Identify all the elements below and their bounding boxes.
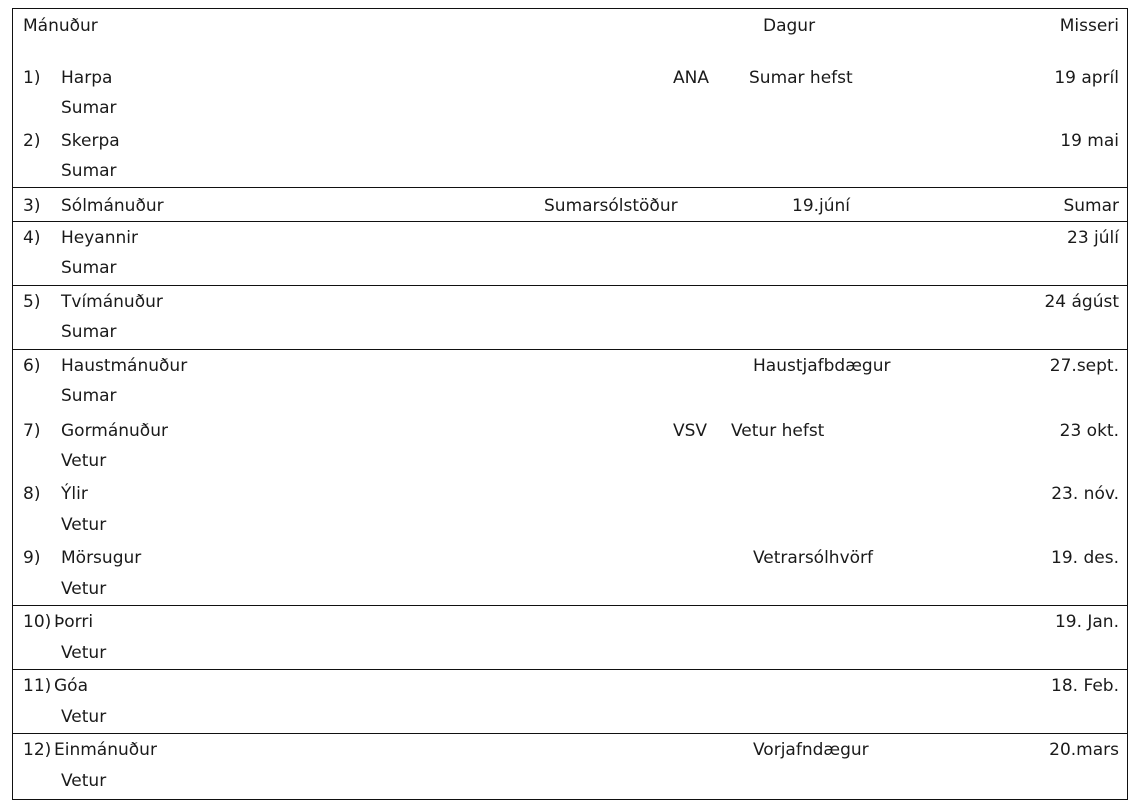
month-name: Sólmánuður — [61, 196, 164, 216]
month-name: Harpa — [61, 68, 113, 88]
start-date: 24 ágúst — [1044, 292, 1119, 312]
month-name: Tvímánuður — [61, 292, 163, 312]
month-season: Vetur — [61, 579, 107, 599]
row-number: 7) — [23, 421, 41, 441]
month-name: Ýlir — [61, 484, 88, 504]
month-season: Sumar — [61, 322, 117, 342]
start-date: 20.mars — [1049, 740, 1119, 760]
start-date: 18. Feb. — [1051, 676, 1119, 696]
start-date: 27.sept. — [1049, 356, 1119, 376]
direction: ANA — [673, 68, 709, 88]
start-date: 23 okt. — [1059, 421, 1119, 441]
row-divider — [13, 285, 1127, 286]
start-date: 23 júlí — [1067, 228, 1119, 248]
direction: VSV — [672, 421, 707, 441]
row-number: 5) — [23, 292, 41, 312]
row-number: 9) — [23, 548, 41, 568]
month-name: Góa — [54, 676, 88, 696]
month-name: Þorri — [54, 612, 94, 632]
event: Vetrarsólhvörf — [753, 548, 874, 568]
row-number: 12) — [23, 740, 52, 760]
month-season: Vetur — [61, 771, 107, 791]
event-date: 19.júní — [792, 196, 851, 216]
event: Sumar hefst — [749, 68, 853, 88]
row-divider — [13, 669, 1127, 670]
event: Haustjafbdægur — [753, 356, 891, 376]
month-season: Vetur — [61, 707, 107, 727]
start-date: 19. des. — [1051, 548, 1119, 568]
month-name: Einmánuður — [54, 740, 157, 760]
month-season: Sumar — [61, 161, 117, 181]
season-label: Sumar — [1063, 196, 1119, 216]
row-number: 1) — [23, 68, 41, 88]
month-name: Skerpa — [61, 131, 120, 151]
row-number: 6) — [23, 356, 41, 376]
month-name: Heyannir — [61, 228, 138, 248]
event: Vetur hefst — [731, 421, 825, 441]
row-number: 8) — [23, 484, 41, 504]
month-season: Vetur — [61, 451, 107, 471]
month-name: Haustmánuður — [61, 356, 188, 376]
row-divider — [13, 605, 1127, 606]
row-number: 3) — [23, 196, 41, 216]
row-number: 10) — [23, 612, 52, 632]
month-name: Mörsugur — [61, 548, 142, 568]
header-day: Dagur — [763, 16, 816, 36]
row-divider — [13, 733, 1127, 734]
row-divider — [13, 349, 1127, 350]
month-season: Sumar — [61, 258, 117, 278]
row-number: 4) — [23, 228, 41, 248]
start-date: 19 apríl — [1054, 68, 1119, 88]
month-season: Sumar — [61, 386, 117, 406]
row-divider — [13, 187, 1127, 188]
start-date: 23. nóv. — [1051, 484, 1119, 504]
event: Vorjafndægur — [753, 740, 869, 760]
row-divider — [13, 221, 1127, 222]
header-month: Mánuður — [23, 16, 98, 36]
calendar-table — [12, 8, 1128, 800]
row-number: 2) — [23, 131, 41, 151]
header-season: Misseri — [1059, 16, 1119, 36]
start-date: 19 mai — [1060, 131, 1119, 151]
event: Sumarsólstöður — [544, 196, 678, 216]
row-number: 11) — [23, 676, 52, 696]
month-season: Vetur — [61, 643, 107, 663]
month-season: Sumar — [61, 98, 117, 118]
start-date: 19. Jan. — [1054, 612, 1119, 632]
month-season: Vetur — [61, 515, 107, 535]
month-name: Gormánuður — [61, 421, 168, 441]
